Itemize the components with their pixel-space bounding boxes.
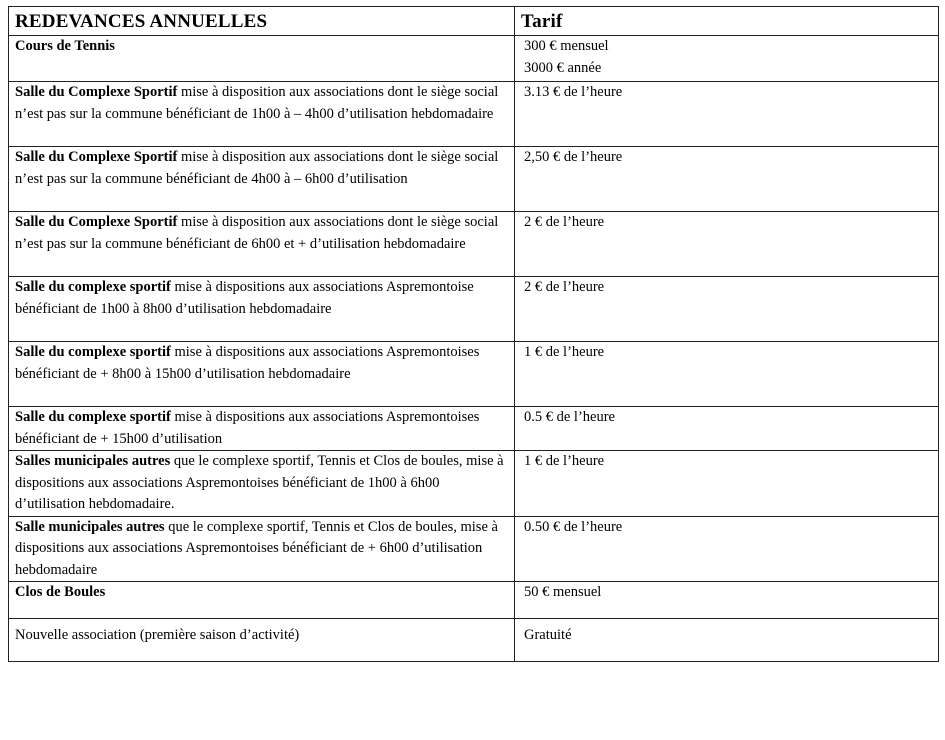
row-detail: que le complexe sportif, Tennis et Clos de boules, mise à dispositions aux associations Aspremontoises bénéficiant de + 6h00 d’utilisation hebdomadaire <box>15 518 498 578</box>
row-detail: mise à disposition aux associations dont le siège social n’est pas sur la commune bénéficiant de 1h00 à – 4h00 d’utilisation hebdomadaire <box>15 84 499 122</box>
tarif-line: 2 € de l’heure <box>524 214 605 230</box>
row-detail: que le complexe sportif, Tennis et Clos de boules, mise à dispositions aux associations Aspremontoises bénéficiant de 1h00 à 6h00 d’utilisation hebdomadaire. <box>15 453 504 512</box>
row-tarif <box>515 212 939 277</box>
row-description <box>9 582 515 619</box>
row-tarif <box>515 277 939 342</box>
table-row <box>9 451 939 517</box>
row-description <box>9 342 515 407</box>
row-description <box>9 451 515 517</box>
tarif-line: 2 € de l’heure <box>524 279 605 295</box>
row-tarif <box>515 36 939 82</box>
row-tarif <box>515 619 939 662</box>
table-row <box>9 277 939 342</box>
row-title: Salle du Complexe Sportif <box>15 84 178 100</box>
row-tarif <box>515 82 939 147</box>
tarif-line: 0.50 € de l’heure <box>524 518 623 535</box>
row-tarif <box>515 147 939 212</box>
table-row <box>9 619 939 662</box>
tarif-line: Gratuité <box>524 627 572 643</box>
row-title: Clos de Boules <box>15 584 106 600</box>
row-tarif <box>515 582 939 619</box>
fees-document <box>8 6 939 662</box>
fees-table <box>8 6 939 662</box>
tarif-line: 0.5 € de l’heure <box>524 409 615 425</box>
table-row <box>9 147 939 212</box>
table-row <box>9 407 939 451</box>
table-row <box>9 212 939 277</box>
row-description <box>9 619 515 662</box>
row-tarif <box>515 516 939 582</box>
table-row <box>9 582 939 619</box>
row-tarif <box>515 342 939 407</box>
row-detail: mise à disposition aux associations dont le siège social n’est pas sur la commune bénéficiant de 6h00 et + d’utilisation hebdomadaire <box>15 214 499 252</box>
row-description <box>9 407 515 451</box>
tarif-line: 2,50 € de l’heure <box>524 149 623 165</box>
row-detail: mise à dispositions aux associations Aspremontoises bénéficiant de + 8h00 à 15h00 d’utilisation hebdomadaire <box>15 344 480 382</box>
tarif-line: 3000 € année <box>524 59 602 76</box>
table-row <box>9 82 939 147</box>
row-description <box>9 147 515 212</box>
row-detail: mise à dispositions aux associations Aspremontoise bénéficiant de 1h00 à 8h00 d’utilisation hebdomadaire <box>15 279 474 317</box>
row-title: Cours de Tennis <box>15 38 115 54</box>
row-description <box>9 212 515 277</box>
tarif-line: 50 € mensuel <box>524 584 602 600</box>
row-detail: mise à dispositions aux associations Aspremontoises bénéficiant de + 15h00 d’utilisation <box>15 409 480 447</box>
table-row <box>9 342 939 407</box>
tarif-line: 1 € de l’heure <box>524 453 605 469</box>
row-title: Salle du complexe sportif <box>15 344 171 360</box>
row-detail: Nouvelle association (première saison d’activité) <box>15 627 300 643</box>
row-tarif <box>515 451 939 517</box>
table-row <box>9 516 939 582</box>
row-description <box>9 516 515 582</box>
row-detail: mise à disposition aux associations dont le siège social n’est pas sur la commune bénéficiant de 4h00 à – 6h00 d’utilisation <box>15 149 499 187</box>
row-description <box>9 36 515 82</box>
row-title: Salle municipales autres <box>15 518 165 535</box>
header-tarif: Tarif <box>515 7 939 36</box>
row-title: Salle du complexe sportif <box>15 279 171 295</box>
tarif-line: 3.13 € de l’heure <box>524 84 623 100</box>
header-redevances: REDEVANCES ANNUELLES <box>9 7 515 36</box>
row-title: Salle du Complexe Sportif <box>15 214 178 230</box>
table-row <box>9 36 939 82</box>
tarif-line: 300 € mensuel <box>524 38 609 54</box>
row-title: Salle du complexe sportif <box>15 409 171 425</box>
row-description <box>9 277 515 342</box>
row-description <box>9 82 515 147</box>
row-title: Salles municipales autres <box>15 453 171 469</box>
row-title: Salle du Complexe Sportif <box>15 149 178 165</box>
table-header-row <box>9 7 939 36</box>
tarif-line: 1 € de l’heure <box>524 344 605 360</box>
row-tarif <box>515 407 939 451</box>
